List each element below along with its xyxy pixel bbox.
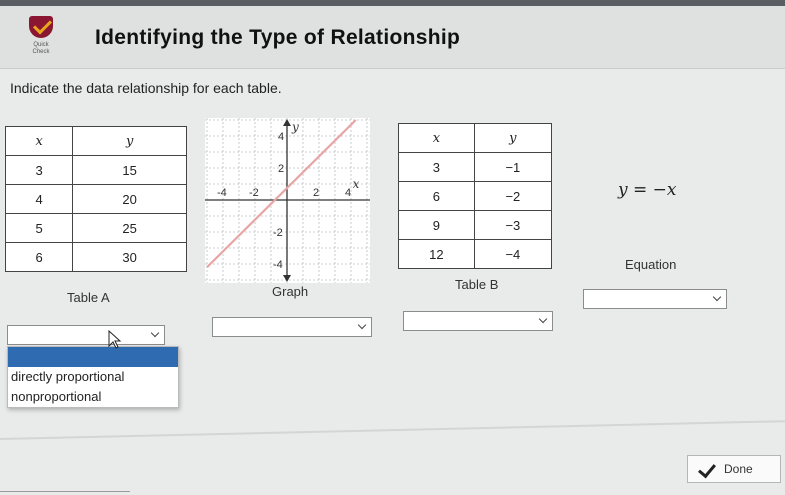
table-cell: −3 — [474, 211, 551, 240]
page-title: Identifying the Type of Relationship — [95, 26, 461, 49]
table-header-x: x — [399, 124, 475, 153]
option-directly-proportional[interactable]: directly proportional — [11, 369, 125, 384]
table-b — [398, 123, 552, 269]
table-cell: 4 — [6, 185, 73, 214]
equation-caption: Equation — [625, 257, 677, 272]
table-cell: −1 — [474, 153, 551, 182]
graph-dropdown[interactable] — [212, 317, 372, 337]
x-axis-label: x — [352, 177, 360, 191]
checkmark-icon — [698, 460, 716, 479]
x-tick-label: 4 — [345, 187, 352, 199]
graph-caption: Graph — [272, 284, 309, 299]
table-cell: 20 — [73, 185, 187, 214]
table-cell: 25 — [73, 214, 187, 243]
table-cell: 3 — [399, 153, 475, 182]
instructions: Indicate the data relationship for each table. — [10, 80, 282, 96]
table-b-caption: Table B — [455, 277, 499, 292]
done-button-label: Done — [724, 462, 753, 476]
table-row — [399, 211, 552, 240]
y-axis-label: y — [292, 120, 299, 134]
y-tick-label: 4 — [278, 131, 285, 143]
table-row — [399, 182, 552, 211]
table-cell: 12 — [399, 240, 475, 269]
table-cell: −4 — [474, 240, 551, 269]
table-header-row — [399, 124, 552, 153]
bottom-divider — [0, 491, 130, 492]
table-a-dropdown-list — [7, 346, 179, 408]
equation-text: y = −x — [618, 180, 677, 200]
table-cell: 6 — [399, 182, 475, 211]
table-b-dropdown[interactable] — [403, 311, 553, 331]
x-tick-label: -4 — [217, 187, 227, 199]
mouse-cursor-icon — [108, 330, 122, 350]
chevron-down-icon — [358, 321, 366, 329]
divider — [0, 420, 785, 440]
table-header-x: x — [6, 127, 73, 156]
table-row — [399, 240, 552, 269]
done-button[interactable] — [687, 455, 781, 483]
table-cell: 6 — [6, 243, 73, 272]
table-header-y: y — [474, 124, 551, 153]
table-a-dropdown[interactable] — [7, 325, 165, 345]
header — [0, 6, 785, 69]
table-header-y: y — [73, 127, 187, 156]
x-tick-label: 2 — [313, 187, 320, 199]
y-tick-label: -4 — [273, 259, 283, 271]
relationship-graph — [205, 118, 370, 283]
quick-check-badge — [25, 16, 57, 60]
table-row — [6, 156, 187, 185]
x-tick-label: -2 — [249, 187, 259, 199]
option-nonproportional[interactable]: nonproportional — [11, 389, 102, 404]
table-row — [6, 214, 187, 243]
table-cell: −2 — [474, 182, 551, 211]
table-cell: 15 — [73, 156, 187, 185]
table-cell: 9 — [399, 211, 475, 240]
table-cell: 30 — [73, 243, 187, 272]
chevron-down-icon — [713, 293, 721, 301]
highlighted-option[interactable] — [8, 347, 178, 367]
table-row — [6, 185, 187, 214]
chevron-down-icon — [539, 315, 547, 323]
table-header-row — [6, 127, 187, 156]
table-cell: 5 — [6, 214, 73, 243]
chevron-down-icon — [151, 329, 159, 337]
table-cell: 3 — [6, 156, 73, 185]
table-row — [399, 153, 552, 182]
table-a — [5, 126, 187, 272]
equation-dropdown[interactable] — [583, 289, 727, 309]
y-tick-label: -2 — [273, 227, 283, 239]
y-tick-label: 2 — [278, 163, 285, 175]
badge-label: Quick Check — [32, 42, 50, 55]
table-row — [6, 243, 187, 272]
table-a-caption: Table A — [67, 290, 110, 305]
